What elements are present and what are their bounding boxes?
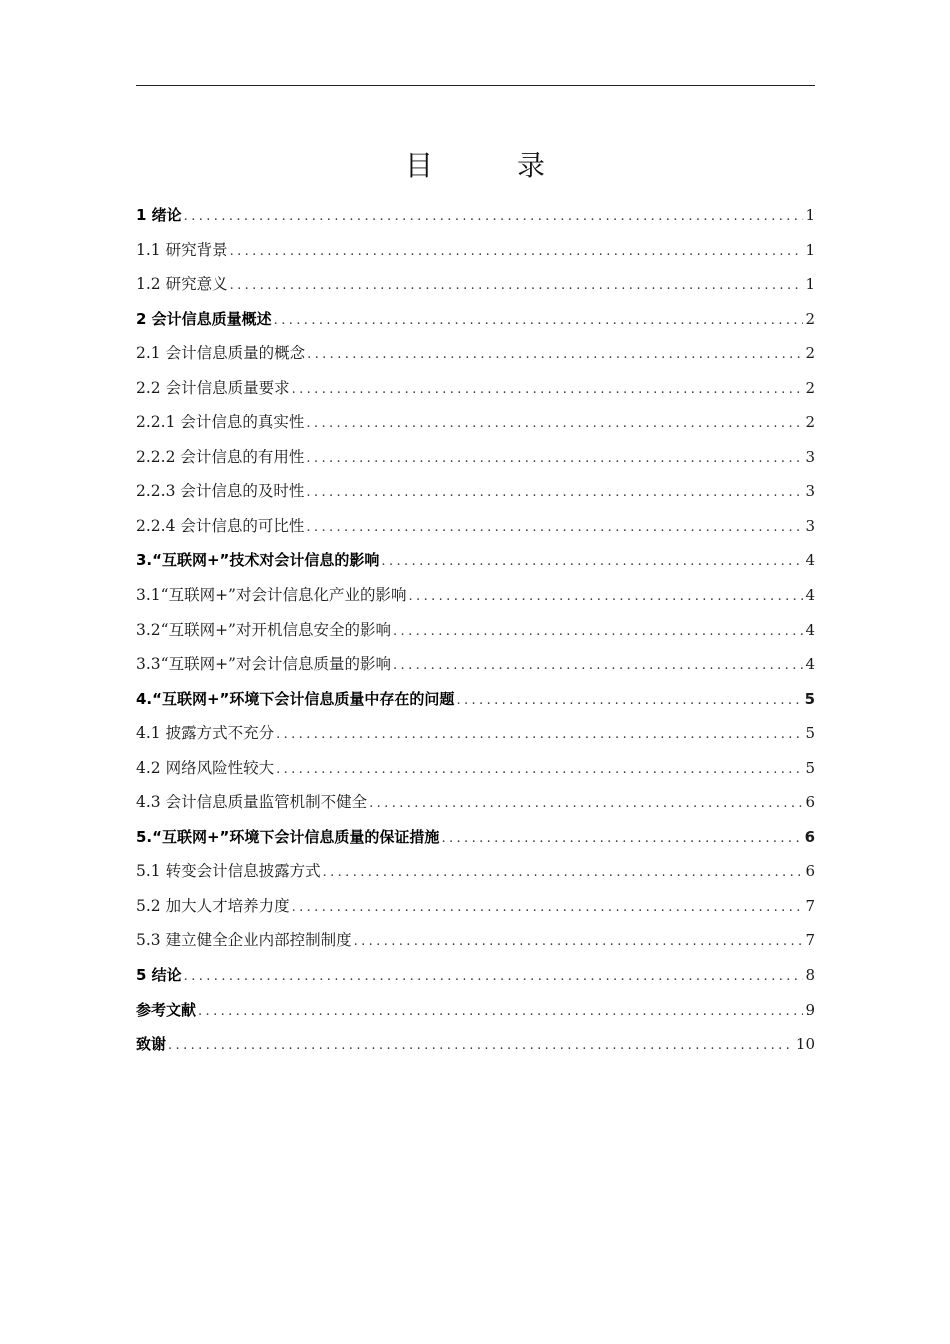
toc-entry-title: 4.1 披露方式不充分	[136, 724, 275, 743]
toc-entry-title: 2 会计信息质量概述	[136, 309, 272, 328]
dot-leader	[323, 856, 804, 891]
toc-entry-page-number: 7	[805, 931, 815, 950]
toc-entry-page-number: 2	[805, 413, 815, 432]
toc-entry[interactable]	[136, 302, 815, 337]
toc-entry-title: 5.1 转变会计信息披露方式	[136, 862, 321, 881]
dot-leader	[306, 442, 803, 477]
toc-entry-page-number: 1	[805, 240, 815, 259]
toc-entry[interactable]	[136, 440, 815, 475]
toc-entry-title: 5.“互联网+”环境下会计信息质量的保证措施	[136, 827, 440, 846]
dot-leader	[381, 545, 803, 580]
toc-entry[interactable]	[136, 716, 815, 751]
toc-entry[interactable]	[136, 613, 815, 648]
toc-entry[interactable]	[136, 1027, 815, 1062]
toc-entry-title: 5.2 加大人才培养力度	[136, 896, 290, 915]
toc-entry-page-number: 9	[805, 1000, 815, 1019]
toc-title: 目 录	[404, 149, 573, 182]
toc-entry-page-number: 3	[805, 482, 815, 501]
toc-entry-title: 1.2 研究意义	[136, 275, 228, 294]
toc-entry-page-number: 7	[805, 896, 815, 915]
toc-entry-title: 参考文献	[136, 1000, 197, 1019]
toc-entry[interactable]	[136, 682, 815, 717]
toc-entry-title: 4.“互联网+”环境下会计信息质量中存在的问题	[136, 689, 455, 708]
toc-entry-page-number: 1	[805, 275, 815, 294]
table-of-contents	[136, 198, 815, 1062]
toc-entry-title: 致谢	[136, 1035, 167, 1054]
toc-entry-title: 3.“互联网+”技术对会计信息的影响	[136, 551, 380, 570]
dot-leader	[230, 269, 804, 304]
dot-leader	[369, 787, 803, 822]
toc-entry-page-number: 4	[805, 620, 815, 639]
toc-entry-page-number: 10	[795, 1035, 815, 1054]
dot-leader	[393, 615, 803, 650]
toc-entry-title: 5 结论	[136, 966, 182, 985]
toc-entry-page-number: 5	[805, 758, 815, 777]
dot-leader	[198, 995, 803, 1030]
header-rule	[136, 85, 815, 86]
toc-entry-page-number: 5	[805, 724, 815, 743]
toc-entry-page-number: 4	[805, 551, 815, 570]
dot-leader	[184, 200, 804, 235]
dot-leader	[292, 373, 804, 408]
dot-leader	[306, 476, 803, 511]
toc-entry-title: 2.2.1 会计信息的真实性	[136, 413, 305, 432]
toc-entry[interactable]	[136, 993, 815, 1028]
toc-entry-page-number: 6	[805, 793, 815, 812]
toc-entry-page-number: 2	[805, 309, 815, 328]
toc-entry[interactable]	[136, 509, 815, 544]
toc-entry[interactable]	[136, 543, 815, 578]
dot-leader	[441, 822, 802, 857]
toc-entry-title: 3.1“互联网+”对会计信息化产业的影响	[136, 586, 407, 605]
toc-entry[interactable]	[136, 198, 815, 233]
toc-entry[interactable]	[136, 336, 815, 371]
dot-leader	[306, 407, 803, 442]
toc-entry-title: 1.1 研究背景	[136, 240, 228, 259]
toc-entry-title: 1 绪论	[136, 206, 182, 224]
toc-entry-title: 5.3 建立健全企业内部控制制度	[136, 931, 352, 950]
toc-entry-title: 2.2 会计信息质量要求	[136, 378, 290, 397]
toc-entry-page-number: 2	[805, 378, 815, 397]
toc-entry-page-number: 3	[805, 516, 815, 535]
dot-leader	[168, 1029, 794, 1064]
toc-entry-page-number: 2	[805, 344, 815, 363]
toc-entry[interactable]	[136, 405, 815, 440]
toc-entry[interactable]	[136, 267, 815, 302]
toc-entry-title: 4.2 网络风险性较大	[136, 758, 275, 777]
dot-leader	[276, 753, 803, 788]
toc-entry-page-number: 3	[805, 447, 815, 466]
toc-entry[interactable]	[136, 371, 815, 406]
toc-entry[interactable]	[136, 233, 815, 268]
dot-leader	[276, 718, 803, 753]
dot-leader	[393, 649, 803, 684]
toc-entry-page-number: 6	[805, 862, 815, 881]
toc-entry[interactable]	[136, 474, 815, 509]
toc-entry[interactable]	[136, 578, 815, 613]
toc-entry-title: 2.2.2 会计信息的有用性	[136, 447, 305, 466]
toc-entry-page-number: 5	[804, 689, 815, 708]
dot-leader	[354, 925, 804, 960]
toc-entry-title: 3.2“互联网+”对开机信息安全的影响	[136, 620, 391, 639]
toc-entry-title: 2.2.3 会计信息的及时性	[136, 482, 305, 501]
dot-leader	[274, 304, 804, 339]
dot-leader	[184, 960, 804, 995]
toc-entry-title: 3.3“互联网+”对会计信息质量的影响	[136, 655, 391, 674]
toc-entry-title: 2.1 会计信息质量的概念	[136, 344, 306, 363]
dot-leader	[409, 580, 804, 615]
toc-entry[interactable]	[136, 785, 815, 820]
toc-entry-title: 2.2.4 会计信息的可比性	[136, 516, 305, 535]
dot-leader	[306, 511, 803, 546]
toc-entry-title: 4.3 会计信息质量监管机制不健全	[136, 793, 368, 812]
toc-entry[interactable]	[136, 820, 815, 855]
toc-entry[interactable]	[136, 889, 815, 924]
toc-entry[interactable]	[136, 958, 815, 993]
toc-entry-page-number: 4	[805, 655, 815, 674]
toc-entry-page-number: 8	[805, 966, 815, 985]
toc-entry[interactable]	[136, 923, 815, 958]
dot-leader	[307, 338, 803, 373]
toc-entry-page-number: 4	[805, 586, 815, 605]
dot-leader	[456, 684, 802, 719]
toc-entry[interactable]	[136, 854, 815, 889]
toc-entry[interactable]	[136, 647, 815, 682]
toc-entry-page-number: 1	[805, 206, 815, 224]
dot-leader	[292, 891, 804, 926]
toc-entry-page-number: 6	[804, 827, 815, 846]
dot-leader	[230, 235, 804, 270]
toc-entry[interactable]	[136, 751, 815, 786]
